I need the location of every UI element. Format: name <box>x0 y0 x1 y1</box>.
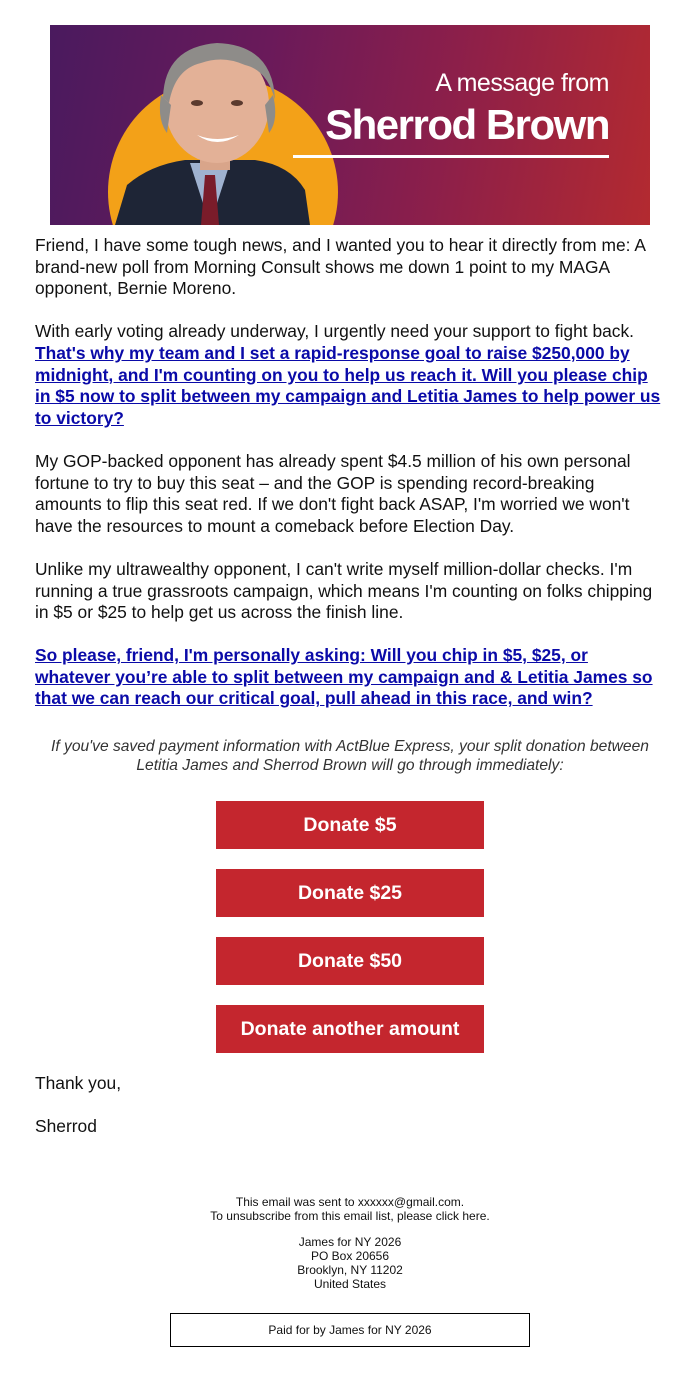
footer-city: Brooklyn, NY 11202 <box>297 1263 403 1277</box>
footer-sent-to <box>0 1195 700 1209</box>
banner-underline <box>293 155 609 158</box>
closing-thanks: Thank you, <box>35 1073 122 1093</box>
footer-unsub-suffix: . <box>486 1209 490 1223</box>
donate-50-button[interactable]: Donate $50 <box>216 937 484 985</box>
footer-email-link[interactable]: xxxxxx@gmail.com <box>357 1195 461 1209</box>
unsubscribe-link[interactable]: click here <box>435 1209 487 1223</box>
donate-5-button[interactable]: Donate $5 <box>216 801 484 849</box>
donate-link-2[interactable]: So please, friend, I'm personally asking: Will you chip in $5, $25, or whatever you’re able to split between my campaign and & Letitia James so that we can reach our critical goal, pull ahead in this race, and win? <box>35 645 653 709</box>
paragraph-2 <box>35 321 665 429</box>
paragraph-3: My GOP-backed opponent has already spent $4.5 million of his own personal fortune to try to buy this seat – and the GOP is spending record-breaking amounts to flip this seat red. If we don't fight back ASAP, I'm worried we won't have the resources to mount a comeback before Election Day. <box>35 450 631 536</box>
email-body <box>35 235 665 732</box>
donate-link-1[interactable]: That's why my team and I set a rapid-response goal to raise $250,000 by midnight, and I'm counting on you to help us reach it. Will you please chip in $5 now to split between my campaign and Letitia James to help power us to victory? <box>35 342 661 428</box>
actblue-express-note: If you've saved payment information with ActBlue Express, your split donation between Letitia James and Sherrod Brown will go through immediately: <box>51 738 649 774</box>
footer-unsub-prefix: To unsubscribe from this email list, please <box>210 1209 436 1223</box>
paragraph-5 <box>35 645 665 710</box>
candidate-portrait <box>105 25 315 225</box>
footer-org: James for NY 2026 <box>298 1235 402 1249</box>
closing-signature: Sherrod <box>35 1116 97 1136</box>
footer-sent-suffix: . <box>460 1195 465 1209</box>
paragraph-4: Unlike my ultrawealthy opponent, I can't write myself million-dollar checks. I'm running a true grassroots campaign, which means I'm counting on folks chipping in $5 or $25 to help get us across the finish line. <box>35 558 653 623</box>
banner-title: Sherrod Brown <box>325 101 609 148</box>
footer-country: United States <box>313 1277 387 1291</box>
paragraph-2-text: With early voting already underway, I urgently need your support to fight back. <box>35 321 635 342</box>
paid-for-disclaimer: Paid for by James for NY 2026 <box>170 1313 530 1347</box>
header-banner <box>50 25 650 225</box>
footer-po-box: PO Box 20656 <box>310 1249 390 1263</box>
banner-subtitle: A message from <box>435 69 609 97</box>
paragraph-1: Friend, I have some tough news, and I wanted you to hear it directly from me: A brand-new poll from Morning Consult shows me down 1 point to my MAGA opponent, Bernie Moreno. <box>35 235 645 299</box>
footer-sent-prefix: This email was sent to <box>235 1195 358 1209</box>
footer-unsubscribe <box>0 1209 700 1223</box>
donate-other-button[interactable]: Donate another amount <box>216 1005 484 1053</box>
donate-25-button[interactable]: Donate $25 <box>216 869 484 917</box>
